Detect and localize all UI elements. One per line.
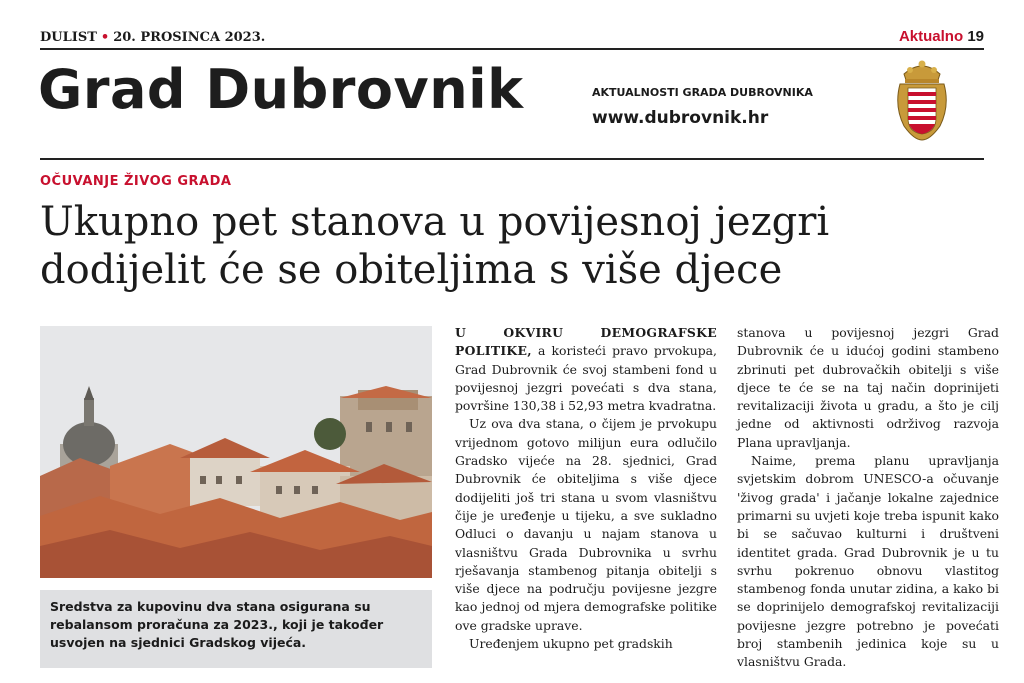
headline-line-2: dodijelit će se obiteljima s više djece xyxy=(40,247,783,293)
photo-caption: Sredstva za kupovinu dva stana osigurana su rebalansom proračuna za 2023., koji je također usvojen na sjednici Gradskog vijeća. xyxy=(40,590,432,668)
paragraph: Uz ova dva stana, o čijem je prvokupu vrijednom gotovo milijun eura odlučilo Gradsko vijeće na 28. sjednici, Grad Dubrovnik će obiteljima s više djece dodijeliti još tri stana u svom vlasništvu čije je uređenje u tijeku, a sve sukladno Odluci o davanju u najam stanova u vlasništvu Grada Dubrovnika u svrhu rješavanja stambenog pitanja obitelji s više djece na području povijesne jezgre kao jednoj od mjera demografske politike ove gradske uprave. xyxy=(455,416,717,633)
paragraph: Naime, prema planu upravljanja svjetskim dobrom UNESCO-a očuvanje 'živog grada' i jačanje lokalne zajednice primarni su uvjeti koje treba ispunit kako bi se sačuvao kulturni i društveni identitet grada. Grad Dubrovnik je u tu svrhu pokrenuo obnovu vlastitog stambenog fonda unutar zidina, a kako bi se doprinijelo demografskoj revitalizaciji povijesne jezgre potrebno je povećati broj stambenih jedinica koje su u vlasništvu Grada. xyxy=(737,453,999,670)
article-column-2 xyxy=(737,324,999,672)
paragraph: Uređenjem ukupno pet gradskih xyxy=(469,636,673,652)
dubrovnik-crest-icon xyxy=(890,56,954,142)
bullet: • xyxy=(100,30,110,45)
paper-and-date xyxy=(40,30,265,45)
paragraph xyxy=(455,324,717,415)
article-headline xyxy=(40,198,1000,294)
headline-line-1: Ukupno pet stanova u povijesnoj jezgri xyxy=(40,199,830,245)
paper-name: DULIST xyxy=(40,30,97,45)
article-kicker: OČUVANJE ŽIVOG GRADA xyxy=(40,174,232,189)
masthead-rule xyxy=(40,158,984,160)
page-header xyxy=(40,28,984,48)
paragraph: stanova u povijesnoj jezgri Grad Dubrovnik će u idućoj godini stambeno zbrinuti pet dubrovačkih obitelji s više djece te će se na taj način doprinijeti revitalizaciji života u gradu, a što je cilj jedne od aktivnosti održivog razvoja Plana upravljanja. xyxy=(737,325,999,450)
article-column-1 xyxy=(455,324,717,653)
page-number: 19 xyxy=(967,28,984,45)
paragraph-text: a koristeći pravo prvokupa, Grad Dubrovnik će svoj stambeni fond u povijesnoj jezgri povećati s dva stana, površine 130,38 i 52,93 metra kvadratna. xyxy=(455,343,717,414)
header-rule xyxy=(40,48,984,50)
masthead-url: www.dubrovnik.hr xyxy=(592,108,769,128)
masthead-tagline: AKTUALNOSTI GRADA DUBROVNIKA xyxy=(592,86,813,99)
issue-date: 20. PROSINCA 2023. xyxy=(113,30,266,45)
lead-in: U OKVIRU DEMOGRAFSKE POLITIKE, xyxy=(455,325,717,359)
masthead-title: Grad Dubrovnik xyxy=(38,58,524,121)
section-name: Aktualno xyxy=(898,28,964,45)
section-and-page xyxy=(899,28,984,45)
dubrovnik-rooftops-photo xyxy=(40,326,432,578)
